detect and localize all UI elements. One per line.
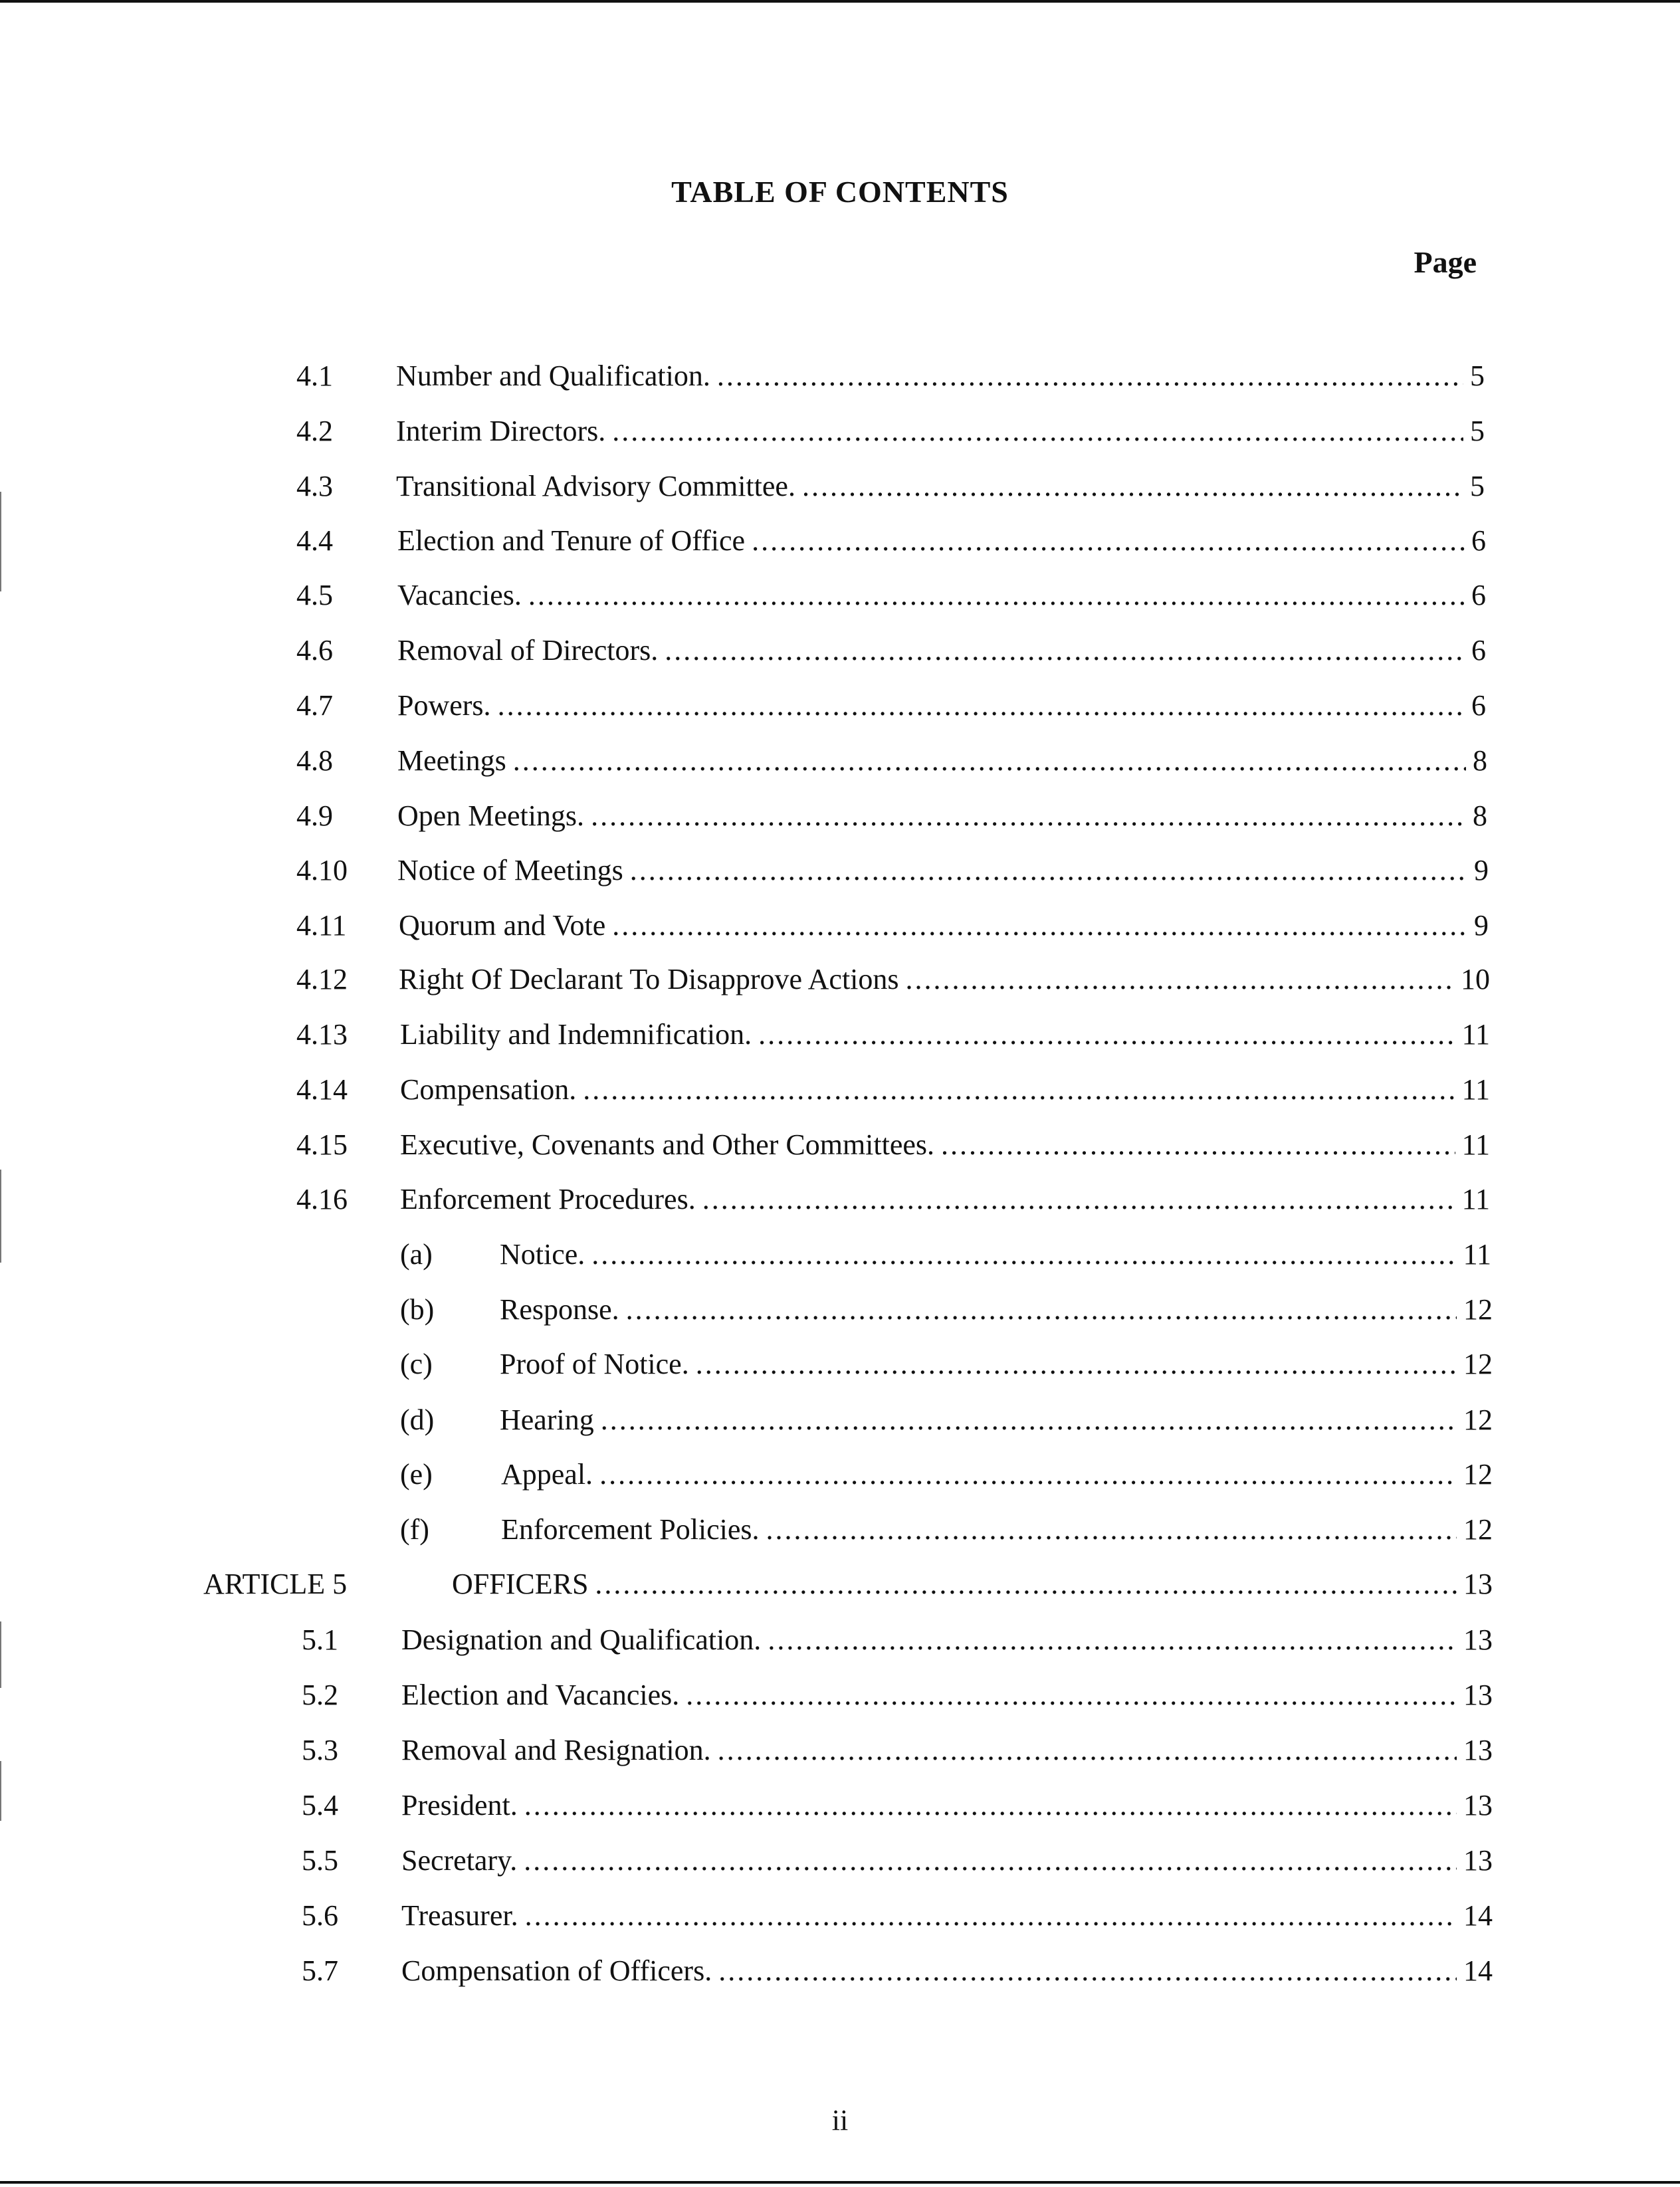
page-number: 11 [1461,1018,1490,1051]
section-title: Interim Directors. [396,415,606,447]
toc-entry[interactable] [296,741,1487,781]
scan-margin-mark [0,1621,1,1688]
toc-entry[interactable] [296,1015,1490,1055]
toc-entry[interactable] [296,960,1490,999]
section-title: Enforcement Procedures. [400,1183,696,1215]
section-title: Notice. [500,1238,585,1271]
section-title: Appeal. [501,1458,593,1491]
section-title: Hearing [500,1404,594,1436]
subsection-letter: (b) [400,1293,435,1326]
section-title: Compensation. [400,1073,577,1106]
section-number: 4.3 [296,470,333,502]
section-title: Meetings [397,744,506,777]
page-number: 11 [1461,1073,1490,1106]
section-number: 5.4 [302,1789,338,1822]
section-number: 5.5 [302,1844,338,1877]
dot-leader [601,1400,1457,1440]
section-title: Secretary. [401,1844,518,1877]
scan-margin-mark [0,1761,1,1821]
dot-leader [686,1675,1457,1715]
section-title: Vacancies. [397,579,522,611]
subsection-letter: (e) [400,1458,433,1491]
page-number: 11 [1461,1128,1490,1161]
section-title: President. [401,1789,518,1822]
section-title: Designation and Qualification. [401,1623,762,1656]
dot-leader [583,1070,1455,1110]
dot-leader [702,1180,1455,1219]
page-number: 13 [1463,1844,1493,1877]
dot-leader [524,1841,1457,1881]
toc-entry[interactable] [296,356,1485,396]
toc-entry[interactable] [296,521,1486,561]
section-number: 4.16 [296,1183,348,1215]
section-title: Liability and Indemnification. [400,1018,752,1051]
scan-margin-mark [0,1170,1,1263]
dot-leader [758,1015,1455,1055]
section-number: 5.2 [302,1679,338,1711]
section-title: Proof of Notice. [500,1348,689,1380]
page-column-heading: Page [1414,245,1477,279]
dot-leader [906,960,1454,999]
top-scan-border [0,0,1680,3]
section-title: Election and Tenure of Office [397,524,746,557]
page-number: 8 [1473,744,1487,777]
section-number: 4.6 [296,634,333,667]
page-number: 6 [1471,524,1486,557]
page-number: 12 [1463,1458,1493,1491]
page-number: 10 [1461,963,1490,995]
dot-leader [525,1896,1457,1936]
page-number: 6 [1471,689,1486,722]
dot-leader [626,1290,1457,1330]
page-number: 8 [1473,799,1487,832]
toc-entry[interactable] [296,467,1485,506]
section-number: 4.5 [296,579,333,611]
page-number: 14 [1463,1899,1493,1932]
toc-entry[interactable] [296,411,1485,451]
article-number: ARTICLE 5 [203,1568,348,1600]
dot-leader [498,686,1465,726]
section-number: 4.1 [296,360,333,392]
toc-subentry[interactable] [400,1455,1493,1495]
toc-subentry[interactable] [400,1290,1493,1330]
dot-leader [612,906,1467,946]
dot-leader [524,1786,1457,1825]
section-title: Notice of Meetings [397,854,623,886]
page-number: 14 [1463,1954,1493,1987]
page-number: 6 [1471,579,1486,611]
section-title: Quorum and Vote [399,909,606,942]
page-number: 13 [1463,1623,1493,1656]
dot-leader [599,1455,1457,1495]
toc-entry[interactable] [302,1620,1493,1660]
dot-leader [717,356,1463,396]
dot-leader [766,1510,1457,1550]
dot-leader [591,1235,1456,1275]
section-title: Transitional Advisory Committee. [396,470,795,502]
section-number: 4.7 [296,689,333,722]
dot-leader [752,521,1465,561]
toc-entry[interactable] [302,1896,1493,1936]
toc-entry[interactable] [302,1841,1493,1881]
section-title: Removal of Directors. [397,634,659,667]
page-number: 13 [1463,1734,1493,1766]
subsection-letter: (c) [400,1348,433,1380]
toc-entry[interactable] [302,1786,1493,1825]
toc-title: TABLE OF CONTENTS [671,175,1009,209]
toc-subentry[interactable] [400,1510,1493,1550]
page-number: 12 [1463,1513,1493,1546]
section-title: Removal and Resignation. [401,1734,711,1766]
page-number: 13 [1463,1679,1493,1711]
section-number: 4.4 [296,524,333,557]
toc-entry[interactable] [296,575,1486,615]
dot-leader [802,467,1463,506]
toc-subentry[interactable] [400,1344,1493,1384]
page-number: 13 [1463,1789,1493,1822]
toc-article-heading[interactable] [203,1564,1493,1604]
toc-entry[interactable] [296,686,1486,726]
subsection-letter: (d) [400,1404,435,1436]
section-number: 4.8 [296,744,333,777]
page-number: 6 [1471,634,1486,667]
dot-leader [768,1620,1457,1660]
subsection-letter: (a) [400,1238,433,1271]
section-title: Enforcement Policies. [501,1513,760,1546]
section-number: 5.1 [302,1623,338,1656]
page-number: 9 [1474,854,1489,886]
dot-leader [630,851,1467,890]
section-title: Right Of Declarant To Disapprove Actions [399,963,899,995]
toc-entry[interactable] [296,851,1489,890]
footer-page-number: ii [831,2104,849,2136]
dot-leader [612,411,1463,451]
toc-subentry[interactable] [400,1235,1491,1275]
page-number: 11 [1463,1238,1491,1271]
page-number: 11 [1461,1183,1490,1215]
section-number: 5.6 [302,1899,338,1932]
page-number: 5 [1470,470,1485,502]
dot-leader [595,1564,1457,1604]
section-title: Response. [500,1293,619,1326]
page-number: 9 [1474,909,1489,942]
section-number: 4.15 [296,1128,348,1161]
dot-leader [696,1344,1457,1384]
toc-entry[interactable] [296,1070,1490,1110]
toc-entry[interactable] [302,1730,1493,1770]
section-title: Number and Qualification. [396,360,710,392]
scan-margin-mark [0,492,1,591]
toc-entry[interactable] [296,906,1489,946]
section-title: Open Meetings. [397,799,585,832]
section-title: Compensation of Officers. [401,1954,712,1987]
dot-leader [513,741,1466,781]
dot-leader [591,796,1466,836]
toc-entry[interactable] [302,1951,1493,1991]
dot-leader [718,1730,1457,1770]
page-number: 13 [1463,1568,1493,1600]
page-number: 5 [1470,415,1485,447]
section-number: 4.13 [296,1018,348,1051]
dot-leader [718,1951,1457,1991]
toc-entry[interactable] [296,1125,1490,1165]
dot-leader [941,1125,1455,1165]
section-title: Executive, Covenants and Other Committees. [400,1128,935,1161]
article-title: OFFICERS [452,1568,589,1600]
section-number: 4.12 [296,963,348,995]
section-title: Election and Vacancies. [401,1679,680,1711]
page-number: 12 [1463,1404,1493,1436]
section-title: Powers. [397,689,491,722]
page-number: 12 [1463,1348,1493,1380]
section-number: 4.11 [296,909,347,942]
toc-entry[interactable] [296,631,1486,671]
subsection-letter: (f) [400,1513,429,1546]
bottom-scan-border [0,2181,1680,2184]
page-number: 5 [1470,360,1485,392]
toc-entry[interactable] [296,1180,1490,1219]
section-number: 4.9 [296,799,333,832]
toc-entry[interactable] [296,796,1487,836]
toc-entry[interactable] [302,1675,1493,1715]
page-number: 12 [1463,1293,1493,1326]
section-number: 4.10 [296,854,348,886]
toc-subentry[interactable] [400,1400,1493,1440]
section-number: 5.7 [302,1954,338,1987]
dot-leader [665,631,1465,671]
section-number: 4.14 [296,1073,348,1106]
section-number: 4.2 [296,415,333,447]
section-title: Treasurer. [401,1899,518,1932]
section-number: 5.3 [302,1734,338,1766]
dot-leader [528,575,1465,615]
